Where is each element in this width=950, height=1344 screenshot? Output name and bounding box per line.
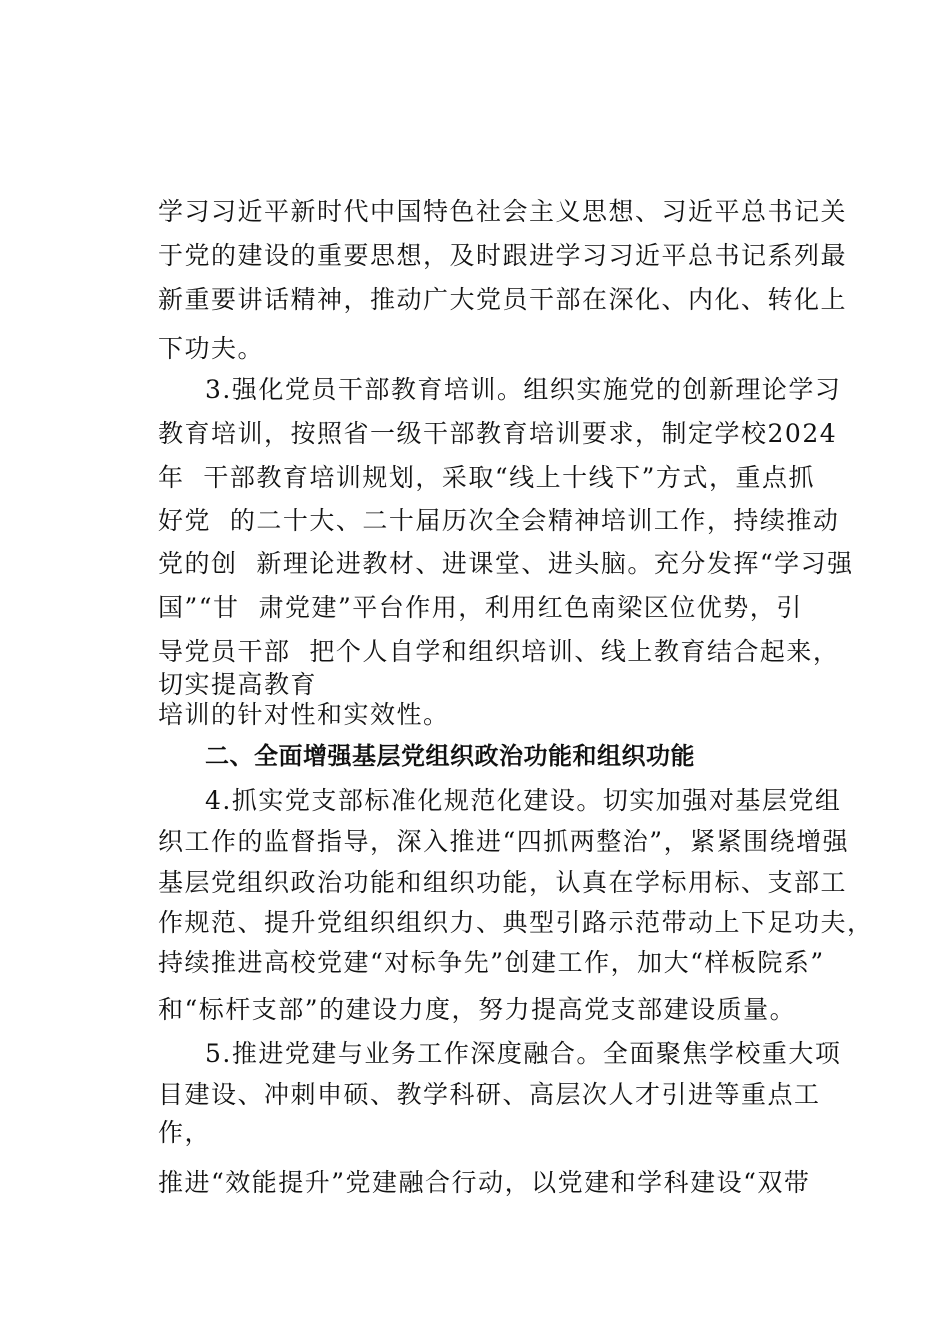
text-line-24: 推进“效能提升”党建融合行动，以党建和学科建设“双带 (158, 1168, 811, 1197)
text-line-19: 持续推进高校党建“对标争先”创建工作，加大“样板院系” (158, 948, 825, 977)
text-line-3: 新重要讲话精神，推动广大党员干部在深化、内化、转化上 (158, 285, 848, 314)
text-line-5: 3.强化党员干部教育培训。组织实施党的创新理论学习 (205, 375, 842, 404)
text-line-17: 基层党组织政治功能和组织功能，认真在学标用标、支部工 (158, 868, 848, 897)
text-line-2: 于党的建设的重要思想，及时跟进学习习近平总书记系列最 (158, 241, 848, 270)
text-line-4: 下功夫。 (158, 334, 265, 363)
text-line-21: 5.推进党建与业务工作深度融合。全面聚焦学校重大项 (205, 1039, 842, 1068)
text-line-10: 国”“甘 肃党建”平台作用，利用红色南梁区位优势，引 (158, 593, 803, 622)
text-line-23: 作， (158, 1118, 212, 1147)
text-line-12: 切实提高教育 (158, 670, 318, 699)
section-heading: 二、全面增强基层党组织政治功能和组织功能 (205, 742, 695, 770)
text-line-13: 培训的针对性和实效性。 (158, 700, 450, 729)
text-line-1: 学习习近平新时代中国特色社会主义思想、习近平总书记关 (158, 197, 848, 226)
text-line-16: 织工作的监督指导，深入推进“四抓两整治”，紧紧围绕增强 (158, 827, 850, 856)
text-line-6: 教育培训，按照省一级干部教育培训要求，制定学校2024 (158, 419, 838, 448)
text-line-18: 作规范、提升党组织组织力、典型引路示范带动上下足功夫， (158, 908, 874, 937)
text-line-15: 4.抓实党支部标准化规范化建设。切实加强对基层党组 (205, 786, 842, 815)
text-line-22: 目建设、冲刺申硕、教学科研、高层次人才引进等重点工 (158, 1080, 821, 1109)
text-line-11: 导党员干部 把个人自学和组织培训、线上教育结合起来， (158, 637, 840, 666)
text-line-7: 年 干部教育培训规划，采取“线上十线下”方式，重点抓 (158, 463, 815, 492)
text-line-8: 好党 的二十大、二十届历次全会精神培训工作，持续推动 (158, 506, 840, 535)
text-line-9: 党的创 新理论进教材、进课堂、进头脑。充分发挥“学习强 (158, 549, 854, 578)
text-line-20: 和“标杆支部”的建设力度，努力提高党支部建设质量。 (158, 995, 797, 1024)
